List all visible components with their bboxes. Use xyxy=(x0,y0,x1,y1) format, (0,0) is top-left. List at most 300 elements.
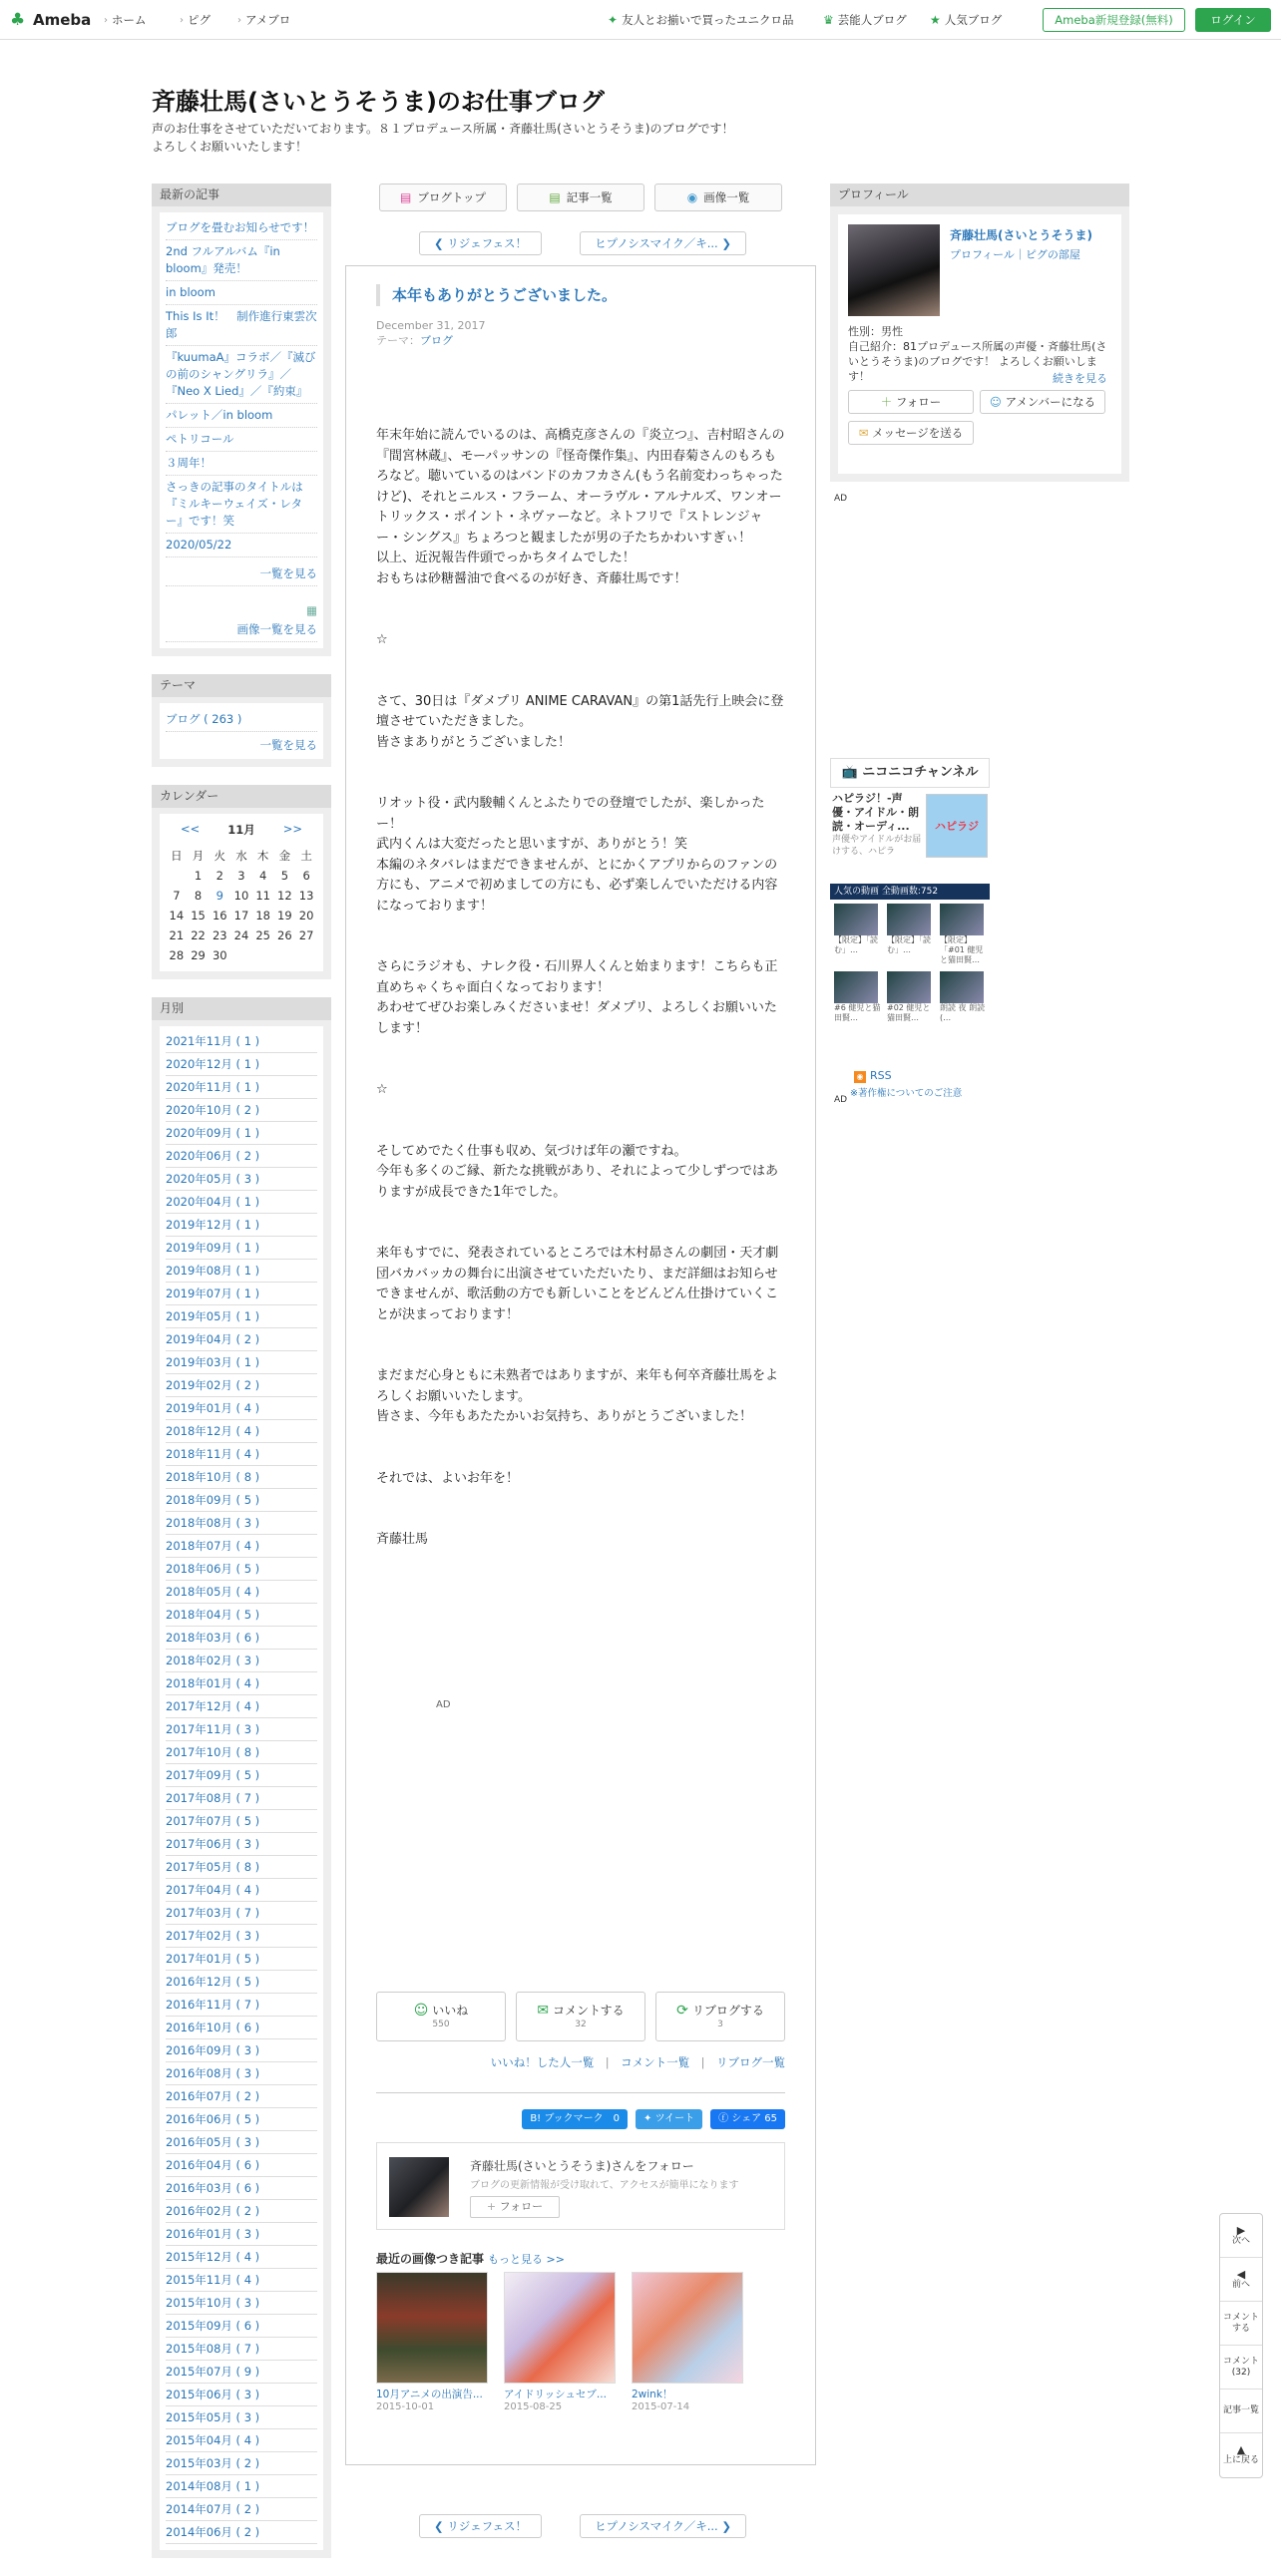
calendar-day: 7 xyxy=(173,889,181,903)
prev-entry-button[interactable] xyxy=(419,2514,542,2538)
calendar-day: 23 xyxy=(212,928,227,942)
monthly-archive-link[interactable]: 2016年07月 ( 2 ) xyxy=(166,2085,317,2108)
floating-nav-label: 上に戻る xyxy=(1222,2455,1259,2465)
prev-entry-label: リジェフェス！ xyxy=(447,2519,527,2533)
calendar-weekday: 月 xyxy=(192,849,205,863)
image-entry-caption[interactable]: 10月アニメの出演告... xyxy=(376,2389,483,2400)
monthly-archive-link[interactable]: 2019年12月 ( 1 ) xyxy=(166,1214,317,1237)
recent-entry-link[interactable]: さっきの記事のタイトルは『ミルキーウェイズ・レター』です！笑 xyxy=(166,476,317,534)
monthly-archive-link[interactable]: 2017年07月 ( 5 ) xyxy=(166,1810,317,1833)
image-entry-caption[interactable]: アイドリッシュセブ... xyxy=(504,2389,607,2400)
reaction-links: いいね！した人一覧 | コメント一覧 | リブログ一覧 xyxy=(490,2055,785,2069)
rss-link[interactable] xyxy=(854,1069,892,1083)
calendar-day: 28 xyxy=(169,948,185,962)
follow-button[interactable] xyxy=(470,2196,560,2218)
twitter-icon: ✦ xyxy=(643,2113,655,2124)
like-label: いいね xyxy=(432,2004,469,2018)
arrow-icon: ▲ xyxy=(1236,2443,1246,2456)
monthly-archive-link[interactable]: 2014年07月 ( 2 ) xyxy=(166,2498,317,2521)
monthly-archive-link[interactable]: 2016年11月 ( 7 ) xyxy=(166,1994,317,2017)
monthly-archive-link[interactable]: 2017年09月 ( 5 ) xyxy=(166,1764,317,1787)
recent-image-entries xyxy=(376,2272,743,2413)
calendar-day xyxy=(295,945,317,965)
channel-banner[interactable]: ハピラジ xyxy=(926,794,988,858)
recent-list-more-link[interactable]: 一覧を見る xyxy=(166,562,317,586)
monthly-archive-link[interactable]: 2017年03月 ( 7 ) xyxy=(166,1902,317,1925)
video-thumbnail[interactable] xyxy=(834,904,878,935)
tab-label: 記事一覧 xyxy=(566,190,613,204)
monthly-archive-link[interactable]: 2019年01月 ( 4 ) xyxy=(166,1397,317,1420)
image-entry-card[interactable] xyxy=(504,2272,616,2413)
calendar-day: 13 xyxy=(298,889,314,903)
tab-entry-list[interactable] xyxy=(517,184,644,211)
video-thumbnail[interactable] xyxy=(940,904,984,935)
follow-box xyxy=(376,2142,785,2230)
entry-theme-link[interactable]: ブログ xyxy=(420,334,453,347)
chevron-right-icon: › xyxy=(180,14,184,26)
left-sidebar xyxy=(152,184,331,2576)
recent-entry-link[interactable]: This Is It！ 制作進行東雲次郎 xyxy=(166,305,317,346)
entry-date: December 31, 2017 xyxy=(376,319,486,332)
like-button[interactable] xyxy=(376,1992,506,2041)
facebook-share-button[interactable] xyxy=(710,2109,785,2129)
monthly-archive-link[interactable]: 2015年09月 ( 6 ) xyxy=(166,2315,317,2338)
star-icon: ✦ xyxy=(608,13,619,27)
list-icon: ▤ xyxy=(549,190,561,204)
monthly-archive-link[interactable]: 2016年05月 ( 3 ) xyxy=(166,2131,317,2154)
ad-label: AD xyxy=(834,494,848,504)
calendar-day xyxy=(252,945,274,965)
monthly-archive-link[interactable]: 2018年02月 ( 3 ) xyxy=(166,1650,317,1672)
calendar-day: 1 xyxy=(194,869,203,883)
video-title[interactable]: #02 健児と猫田賢… xyxy=(887,1003,931,1022)
profile-gender: 性別：男性 xyxy=(848,325,903,338)
entry-pager-bottom xyxy=(345,2514,816,2538)
profile-heading: プロフィール xyxy=(830,184,1129,206)
recent-entries-heading: 最新の記事 xyxy=(152,184,331,206)
entry-paragraph: それでは、よいお年を！ xyxy=(376,1470,520,1486)
calendar-day: 8 xyxy=(194,889,203,903)
prev-entry-label: リジェフェス！ xyxy=(447,236,527,250)
arrow-icon: ◀ xyxy=(1236,2267,1246,2281)
monthly-archive-link[interactable]: 2014年06月 ( 2 ) xyxy=(166,2521,317,2544)
rss-icon: ◉ xyxy=(854,1071,866,1083)
calendar-day xyxy=(166,866,188,886)
monthly-archive-link[interactable]: 2020年05月 ( 3 ) xyxy=(166,1168,317,1191)
calendar-day: 20 xyxy=(298,909,314,922)
floating-nav-item[interactable] xyxy=(1220,2258,1262,2302)
monthly-archive-link[interactable]: 2018年08月 ( 3 ) xyxy=(166,1512,317,1535)
entry-title[interactable]: 本年もありがとうございました。 xyxy=(376,284,785,306)
floating-nav-item[interactable] xyxy=(1220,2433,1262,2477)
floating-nav-item[interactable] xyxy=(1220,2302,1262,2346)
monthly-archive-link[interactable]: 2018年12月 ( 4 ) xyxy=(166,1420,317,1443)
profile-more-link[interactable]: 続きを見る xyxy=(1053,372,1107,385)
chevron-left-icon: ❮ xyxy=(434,2519,448,2533)
video-item[interactable] xyxy=(887,904,935,965)
image-entry-thumbnail[interactable] xyxy=(376,2272,488,2384)
profile-card xyxy=(838,214,1121,474)
recent-image-entries-title: 最近の画像つき記事 xyxy=(376,2252,485,2266)
register-button[interactable]: Ameba新規登録(無料) xyxy=(1043,8,1185,32)
monthly-archive-link[interactable]: 2015年05月 ( 3 ) xyxy=(166,2406,317,2429)
recent-entry-link[interactable]: ブログを畳むお知らせです！ xyxy=(166,216,317,240)
monthly-archive-link[interactable]: 2019年03月 ( 1 ) xyxy=(166,1351,317,1374)
monthly-archive-link[interactable]: 2015年12月 ( 4 ) xyxy=(166,2246,317,2269)
calendar-heading: カレンダー xyxy=(152,785,331,808)
monthly-archive-link[interactable]: 2020年12月 ( 1 ) xyxy=(166,1053,317,1076)
entry-paragraph: さて、30日は『ダメプリ ANIME CARAVAN』の第1話先行上映会に登壇させていただきました。 皆さまありがとうございました！ xyxy=(376,693,784,750)
likes-list-link[interactable]: いいね！した人一覧 xyxy=(490,2055,595,2069)
video-thumbnail[interactable] xyxy=(887,904,931,935)
recent-entry-link[interactable]: 『kuumaA』コラボ／『滅びの前のシャングリラ』／『Neo X Lied』／『約束』 xyxy=(166,346,317,404)
video-item[interactable] xyxy=(834,971,882,1023)
share-buttons xyxy=(522,2109,785,2129)
monthly-archive-link[interactable]: 2017年06月 ( 3 ) xyxy=(166,1833,317,1856)
star-icon: ★ xyxy=(930,13,941,27)
video-title[interactable]: 【限定】「読む」… xyxy=(887,935,931,954)
niconico-channel-name[interactable]: ハピラジ！-声優・アイドル・朗読・オーディ... xyxy=(832,792,920,833)
recent-entries-box xyxy=(152,184,331,656)
calendar-day: 16 xyxy=(212,909,227,922)
monthly-archive-link[interactable]: 2016年04月 ( 6 ) xyxy=(166,2154,317,2177)
video-item[interactable] xyxy=(834,904,882,965)
video-thumbnail[interactable] xyxy=(834,971,878,1003)
monthly-archive-link[interactable]: 2018年01月 ( 4 ) xyxy=(166,1672,317,1695)
trend-link-label: 友人とお揃いで買ったユニクロ品 xyxy=(622,13,794,27)
follow-box-description: ブログの更新情報が受け取れて、アクセスが簡単になります xyxy=(470,2180,739,2191)
floating-nav-label: コメント(32) xyxy=(1222,2356,1259,2378)
monthly-archive-link[interactable]: 2018年07月 ( 4 ) xyxy=(166,1535,317,1558)
recent-entry-link[interactable]: 2nd フルアルバム『in bloom』発売！ xyxy=(166,240,317,281)
calendar-day: 4 xyxy=(259,869,267,883)
monthly-archive-link[interactable]: 2015年08月 ( 7 ) xyxy=(166,2338,317,2361)
monthly-archive-link[interactable]: 2019年08月 ( 1 ) xyxy=(166,1260,317,1283)
calendar-day: 19 xyxy=(277,909,292,922)
calendar-next[interactable]: >> xyxy=(282,822,303,836)
entry-pager-top xyxy=(345,231,816,255)
next-entry-label: ヒプノシスマイク／キ... xyxy=(595,236,718,250)
monthly-archive-link[interactable]: 2017年01月 ( 5 ) xyxy=(166,1948,317,1971)
calendar-day: 17 xyxy=(233,909,249,922)
monthly-archive-link[interactable]: 2016年10月 ( 6 ) xyxy=(166,2017,317,2039)
calendar-day: 24 xyxy=(233,928,249,942)
facebook-icon: ⓕ xyxy=(718,2113,732,2124)
calendar-day: 10 xyxy=(233,889,249,903)
monthly-archive-link[interactable]: 2018年03月 ( 6 ) xyxy=(166,1627,317,1650)
comment-label: コメントする xyxy=(553,2004,625,2018)
like-count: 550 xyxy=(432,2020,450,2029)
monthly-archive-link[interactable]: 2016年12月 ( 5 ) xyxy=(166,1971,317,1994)
next-entry-button[interactable] xyxy=(580,231,746,255)
image-list-icon: ▦ xyxy=(306,603,317,617)
monthly-archive-link[interactable]: 2018年06月 ( 5 ) xyxy=(166,1558,317,1581)
monthly-archive-link[interactable]: 2016年02月 ( 2 ) xyxy=(166,2200,317,2223)
calendar-day: 15 xyxy=(191,909,206,922)
monthly-archive-link[interactable]: 2015年07月 ( 9 ) xyxy=(166,2361,317,2384)
chevron-left-icon: ❮ xyxy=(434,236,448,250)
monthly-archive-link[interactable]: 2020年06月 ( 2 ) xyxy=(166,1145,317,1168)
global-header xyxy=(0,0,1281,40)
monthly-archive-link[interactable]: 2017年10月 ( 8 ) xyxy=(166,1741,317,1764)
monthly-archive-link[interactable]: 2017年08月 ( 7 ) xyxy=(166,1787,317,1810)
monthly-archive-link[interactable]: 2015年11月 ( 4 ) xyxy=(166,2269,317,2292)
profile-box xyxy=(830,184,1129,482)
trend-link-uniqlo[interactable] xyxy=(608,12,794,28)
calendar-day: 25 xyxy=(255,928,270,942)
popular-blog-label: 人気ブログ xyxy=(944,13,1003,27)
entry-paragraph: 年末年始に読んでいるのは、高橋克彦さんの『炎立つ』、吉村昭さんの『間宮林蔵』、モーパッサンの『怪奇傑作集』、内田春菊さんのもろもろなど。聴いているのはバンドのカフカさん(もう名前変わっちゃったけど)、それとニルス・フラーム、オーラヴル・アルナルズ、ワンオートリックス・ポイント・ネヴァーなど。ネトフリで『ストレンジャー・シングス』ちょろつと観ましたが男の子たちかわいすぎぃ！ 以上、近況報告件頭でっかちタイムでした！ おもちは砂糖醤油で食べるのが好き、斉藤壮馬です！ xyxy=(376,428,785,586)
tab-image-list[interactable] xyxy=(654,184,782,211)
entry-paragraph: まだまだ心身ともに未熟者ではありますが、来年も何卒斉藤壮馬をよろしくお願いいたします。 皆さま、今年もあたたかいお気持ち、ありがとうございました！ xyxy=(376,1368,779,1424)
nav-pigg-label: ピグ xyxy=(188,13,211,27)
camera-icon: ◉ xyxy=(686,190,698,204)
recent-entry-link[interactable]: パレット／in bloom xyxy=(166,404,317,428)
prev-entry-button[interactable] xyxy=(419,231,542,255)
recent-entry-link[interactable]: 2020/05/22 xyxy=(166,534,317,557)
calendar-day: 26 xyxy=(277,928,292,942)
next-entry-button[interactable] xyxy=(580,2514,746,2538)
reblogs-list-link[interactable]: リブログ一覧 xyxy=(716,2055,785,2069)
facebook-share-label: シェア 65 xyxy=(731,2113,777,2124)
video-title[interactable]: 【限定】「#01 健児と猫田賢… xyxy=(940,935,984,964)
celebrity-blog-label: 芸能人ブログ xyxy=(837,13,907,27)
monthly-archive-link[interactable]: 2017年11月 ( 3 ) xyxy=(166,1718,317,1741)
profile-links-text[interactable]: プロフィール｜ピグの部屋 xyxy=(950,248,1080,261)
monthly-archive-link[interactable]: 2019年09月 ( 1 ) xyxy=(166,1237,317,1260)
plus-icon: ＋ xyxy=(880,395,896,409)
profile-links[interactable] xyxy=(950,246,1080,262)
recent-entry-link[interactable]: in bloom xyxy=(166,281,317,305)
calendar-box xyxy=(152,785,331,979)
reblog-label: リブログする xyxy=(691,2004,764,2018)
calendar-prev[interactable]: << xyxy=(180,822,201,836)
floating-nav-item[interactable] xyxy=(1220,2214,1262,2258)
entry-paragraph: そしてめでたく仕事も収め、気づけば年の瀬ですね。 今年も多くのご縁、新たな挑戦があり、それによって少しずつではありますが成長できた1年でした。 xyxy=(376,1143,779,1200)
divider xyxy=(376,2092,785,2093)
rss-label: RSS xyxy=(870,1069,892,1082)
image-entry-date: 2015-08-25 xyxy=(504,2401,563,2412)
calendar-day: 12 xyxy=(277,889,292,903)
monthly-archive-link[interactable]: 2015年10月 ( 3 ) xyxy=(166,2292,317,2315)
recent-entry-link[interactable]: ３周年！ xyxy=(166,452,317,476)
recent-entries-list xyxy=(160,212,323,648)
entry-paragraph: 斉藤壮馬 xyxy=(376,1532,429,1547)
blog-description xyxy=(152,120,800,156)
reblog-button[interactable] xyxy=(655,1992,785,2041)
monthly-archive-link[interactable]: 2016年01月 ( 3 ) xyxy=(166,2223,317,2246)
amember-icon: ☺ xyxy=(989,395,1006,409)
calendar-weekday: 日 xyxy=(171,849,183,863)
image-list-more-link[interactable]: 画像一覧を見る xyxy=(166,618,317,642)
calendar-day: 2 xyxy=(215,869,223,883)
monthly-archive-heading: 月別 xyxy=(152,997,331,1020)
calendar-day xyxy=(274,945,296,965)
entry-paragraph: ☆ xyxy=(376,632,388,647)
monthly-archive-box xyxy=(152,997,331,2558)
hatena-bookmark-button[interactable]: B! ブックマーク 0 xyxy=(522,2109,628,2129)
mail-icon: ✉ xyxy=(858,426,872,440)
monthly-archive-link[interactable]: 2016年03月 ( 6 ) xyxy=(166,2177,317,2200)
image-entry-card[interactable] xyxy=(632,2272,743,2413)
logo-text: Ameba xyxy=(33,11,92,29)
image-entry-card[interactable] xyxy=(376,2272,488,2413)
image-entry-caption[interactable]: 2wink！ xyxy=(632,2389,673,2400)
tweet-button[interactable] xyxy=(636,2109,702,2129)
niconico-title: ニコニコチャンネル xyxy=(862,765,979,780)
monthly-archive-link[interactable]: 2020年04月 ( 1 ) xyxy=(166,1191,317,1214)
monthly-archive-link[interactable]: 2017年12月 ( 4 ) xyxy=(166,1695,317,1718)
floating-nav-item[interactable] xyxy=(1220,2390,1262,2433)
popular-blog-link[interactable] xyxy=(930,12,1002,28)
profile-name[interactable]: 斉藤壮馬(さいとうそうま) xyxy=(950,228,1092,242)
calendar-month: 11月 xyxy=(227,823,255,837)
monthly-archive-link[interactable]: 2017年04月 ( 4 ) xyxy=(166,1879,317,1902)
calendar-day: 5 xyxy=(280,869,289,883)
ameba-logo[interactable] xyxy=(10,9,91,31)
blog-title[interactable]: 斉藤壮馬(さいとうそうま)のお仕事ブログ xyxy=(152,88,605,116)
monthly-archive-link[interactable]: 2018年10月 ( 8 ) xyxy=(166,1466,317,1489)
author-avatar[interactable] xyxy=(389,2157,449,2217)
entry-theme xyxy=(376,333,785,348)
monthly-archive-link[interactable]: 2018年09月 ( 5 ) xyxy=(166,1489,317,1512)
monthly-archive-link[interactable]: 2020年10月 ( 2 ) xyxy=(166,1099,317,1122)
calendar-day[interactable]: 9 xyxy=(215,889,223,903)
floating-nav-item[interactable] xyxy=(1220,2346,1262,2390)
monthly-archive-link[interactable]: 2015年06月 ( 3 ) xyxy=(166,2384,317,2406)
monthly-archive-link[interactable]: 2018年05月 ( 4 ) xyxy=(166,1581,317,1604)
chevron-right-icon: › xyxy=(237,14,241,26)
tweet-label: ツイート xyxy=(654,2113,695,2124)
floating-nav xyxy=(1219,2213,1263,2478)
reblog-count: 3 xyxy=(717,2020,723,2029)
login-button[interactable]: ログイン xyxy=(1195,8,1271,32)
calendar-weekday: 土 xyxy=(300,849,312,863)
entry-theme-label: テーマ： xyxy=(376,334,420,347)
calendar-weekday: 火 xyxy=(214,849,225,863)
tab-blog-top[interactable] xyxy=(379,184,507,211)
floating-nav-label: 前へ xyxy=(1231,2279,1250,2290)
niconico-channel-widget xyxy=(830,758,990,1087)
monthly-archive-link[interactable]: 2015年03月 ( 2 ) xyxy=(166,2452,317,2475)
comment-count: 32 xyxy=(575,2020,587,2029)
ad-label: AD xyxy=(834,1095,848,1105)
monthly-archive-link[interactable]: 2018年04月 ( 5 ) xyxy=(166,1604,317,1627)
follow-box-title: 斉藤壮馬(さいとうそうま)さんをフォロー xyxy=(470,2159,694,2173)
monthly-archive-link[interactable]: 2020年11月 ( 1 ) xyxy=(166,1076,317,1099)
arrow-icon: ▶ xyxy=(1236,2223,1246,2237)
calendar-weekday: 木 xyxy=(256,849,269,863)
video-grid xyxy=(834,904,988,1023)
monthly-archive-link[interactable]: 2014年08月 ( 1 ) xyxy=(166,2475,317,2498)
video-title[interactable]: 朗読 夜 朗読 (… xyxy=(940,1003,986,1022)
monthly-archive-link[interactable]: 2019年02月 ( 2 ) xyxy=(166,1374,317,1397)
image-entry-thumbnail[interactable] xyxy=(632,2272,743,2384)
amember-button[interactable] xyxy=(980,390,1105,414)
monthly-archive-link[interactable]: 2016年08月 ( 3 ) xyxy=(166,2062,317,2085)
calendar-day xyxy=(230,945,252,965)
entry-article xyxy=(345,265,816,2465)
calendar-grid xyxy=(166,846,317,965)
entry-paragraph: ☆ xyxy=(376,1082,388,1097)
theme-more-link[interactable]: 一覧を見る xyxy=(259,738,317,752)
amember-label: アメンバーになる xyxy=(1005,395,1096,409)
recent-image-more-link[interactable]: もっと見る >> xyxy=(488,2253,565,2266)
send-message-button[interactable] xyxy=(848,421,974,445)
entry-body xyxy=(376,426,785,1551)
monthly-archive-link[interactable]: 2019年04月 ( 2 ) xyxy=(166,1328,317,1351)
comments-list-link[interactable]: コメント一覧 xyxy=(621,2055,690,2069)
calendar-day: 14 xyxy=(169,909,185,922)
monthly-archive-list xyxy=(160,1026,323,2550)
video-item[interactable] xyxy=(940,904,988,965)
ad-label: AD xyxy=(436,1699,451,1710)
monthly-archive-link[interactable]: 2019年05月 ( 1 ) xyxy=(166,1305,317,1328)
copyright-note-link[interactable]: ※著作権についてのご注意 xyxy=(850,1088,963,1099)
blog-tabs xyxy=(345,184,816,211)
calendar-day: 6 xyxy=(302,869,310,883)
niconico-channel-desc: 声優やアイドルがお届けする、ハピラ xyxy=(832,835,922,857)
nav-ameblo[interactable] xyxy=(237,12,290,28)
celebrity-blog-link[interactable] xyxy=(823,12,907,28)
chevron-right-icon: › xyxy=(104,14,108,26)
calendar-day: 21 xyxy=(169,928,185,942)
recent-entry-link[interactable]: ペトリコール xyxy=(166,428,317,452)
profile-image[interactable] xyxy=(848,224,940,316)
floating-nav-label: 次へ xyxy=(1231,2235,1250,2246)
monthly-archive-link[interactable]: 2016年09月 ( 3 ) xyxy=(166,2039,317,2062)
floating-nav-label: コメントする xyxy=(1222,2312,1259,2334)
theme-link[interactable]: ブログ ( 263 ) xyxy=(166,707,317,732)
monthly-archive-link[interactable]: 2017年05月 ( 8 ) xyxy=(166,1856,317,1879)
entry-actions xyxy=(376,1992,785,2041)
recent-image-entries-heading xyxy=(376,2250,565,2267)
nav-home[interactable] xyxy=(104,12,147,28)
video-item[interactable] xyxy=(940,971,988,1023)
monthly-archive-link[interactable]: 2021年11月 ( 1 ) xyxy=(166,1030,317,1053)
video-title[interactable]: #6 健児と猫田賢… xyxy=(834,1003,881,1022)
main-column xyxy=(345,184,816,2465)
video-title[interactable]: 【限定】「読む」… xyxy=(834,935,878,954)
right-sidebar xyxy=(830,184,1129,504)
video-item[interactable] xyxy=(887,971,935,1023)
chevron-right-icon: ❯ xyxy=(717,236,731,250)
calendar-weekday: 水 xyxy=(235,849,247,863)
video-thumbnail[interactable] xyxy=(940,971,984,1003)
monthly-archive-link[interactable]: 2020年09月 ( 1 ) xyxy=(166,1122,317,1145)
monthly-archive-link[interactable]: 2015年04月 ( 4 ) xyxy=(166,2429,317,2452)
profile-follow-button[interactable] xyxy=(848,390,974,414)
niconico-logo[interactable] xyxy=(830,758,990,788)
nav-ameblo-label: アメブロ xyxy=(245,13,291,27)
tab-label: ブログトップ xyxy=(417,190,486,204)
monthly-archive-link[interactable]: 2017年02月 ( 3 ) xyxy=(166,1925,317,1948)
nav-pigg[interactable] xyxy=(180,12,211,28)
video-thumbnail[interactable] xyxy=(887,971,931,1003)
calendar xyxy=(160,814,323,971)
entry-paragraph: 来年もすでに、発表されているところでは木村昴さんの劇団・天才劇団バカバッカの舞台に出演させていただいたり、まだ詳細はお知らせできませんが、歌活動の方でも新しいことをどんどん仕掛けていくことが決まっております！ xyxy=(376,1246,779,1322)
comment-button[interactable] xyxy=(516,1992,645,2041)
plus-icon: + xyxy=(486,2200,500,2213)
monthly-archive-link[interactable]: 2018年11月 ( 4 ) xyxy=(166,1443,317,1466)
image-entry-date: 2015-07-14 xyxy=(632,2401,690,2412)
floating-nav-label: 記事一覧 xyxy=(1222,2405,1259,2415)
monthly-archive-link[interactable]: 2019年07月 ( 1 ) xyxy=(166,1283,317,1305)
monthly-archive-link[interactable]: 2016年06月 ( 5 ) xyxy=(166,2108,317,2131)
calendar-day: 3 xyxy=(237,869,245,883)
theme-heading: テーマ xyxy=(152,674,331,697)
image-entry-thumbnail[interactable] xyxy=(504,2272,616,2384)
